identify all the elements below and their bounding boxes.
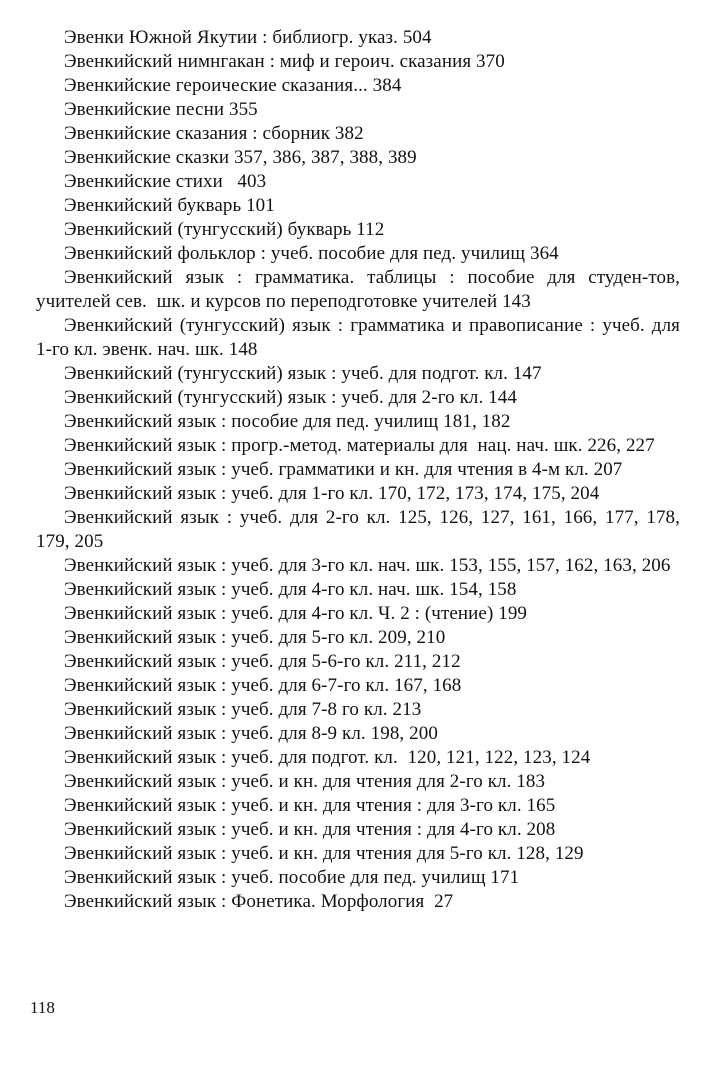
index-entry: Эвенкийский язык : учеб. для подгот. кл. 120, 121, 122, 123, 124 bbox=[64, 747, 591, 768]
index-entry: Эвенкийские сказания : сборник 382 bbox=[64, 123, 364, 144]
index-entry: Эвенкийский (тунгусский) букварь 112 bbox=[64, 219, 385, 240]
index-entry: Эвенки Южной Якутии : библиогр. указ. 504 bbox=[64, 27, 432, 48]
index-entry: Эвенкийский букварь 101 bbox=[64, 195, 275, 216]
index-entry: Эвенкийский язык : учеб. для 8-9 кл. 198, 200 bbox=[64, 723, 438, 744]
index-entry: Эвенкийский язык : учеб. и кн. для чтения : для 3-го кл. 165 bbox=[64, 795, 556, 816]
index-entry: Эвенкийский язык : учеб. для 6-7-го кл. 167, 168 bbox=[64, 675, 462, 696]
index-entry: Эвенкийский язык : учеб. для 4-го кл. Ч. 2 : (чтение) 199 bbox=[64, 603, 528, 624]
index-entry: Эвенкийский язык : учеб. и кн. для чтения : для 4-го кл. 208 bbox=[64, 819, 556, 840]
index-entry: Эвенкийские стихи 403 bbox=[64, 171, 267, 192]
page-number: 118 bbox=[30, 998, 55, 1017]
index-entry: Эвенкийский (тунгусский) язык : учеб. для подгот. кл. 147 bbox=[64, 363, 542, 384]
index-entry: Эвенкийский фольклор : учеб. пособие для пед. училищ 364 bbox=[64, 243, 559, 264]
index-entry: Эвенкийский язык : Фонетика. Морфология 27 bbox=[64, 891, 454, 912]
index-entry: Эвенкийский язык : прогр.-метод. материалы для нац. нач. шк. 226, 227 bbox=[64, 435, 655, 456]
index-entry: Эвенкийские сказки 357, 386, 387, 388, 389 bbox=[64, 147, 417, 168]
index-entry: Эвенкийский язык : учеб. для 5-го кл. 209, 210 bbox=[64, 627, 446, 648]
index-entry: Эвенкийский язык : грамматика. таблицы : пособие для студен-тов, учителей сев. шк. и курсов по переподготовке учителей 143 bbox=[36, 267, 680, 312]
index-entry: Эвенкийский язык : учеб. и кн. для чтения для 2-го кл. 183 bbox=[64, 771, 546, 792]
index-entry: Эвенкийский язык : учеб. для 7-8 го кл. 213 bbox=[64, 699, 422, 720]
index-entry: Эвенкийские героические сказания... 384 bbox=[64, 75, 402, 96]
index-entry: Эвенкийский язык : пособие для пед. училищ 181, 182 bbox=[64, 411, 511, 432]
index-entry: Эвенкийский язык : учеб. грамматики и кн. для чтения в 4-м кл. 207 bbox=[64, 459, 623, 480]
index-entries bbox=[36, 26, 680, 914]
index-entry: Эвенкийский (тунгусский) язык : грамматика и правописание : учеб. для 1-го кл. эвенк. нач. шк. 148 bbox=[36, 315, 680, 360]
index-entry: Эвенкийский язык : учеб. и кн. для чтения для 5-го кл. 128, 129 bbox=[64, 843, 584, 864]
index-entry: Эвенкийский язык : учеб. для 3-го кл. нач. шк. 153, 155, 157, 162, 163, 206 bbox=[64, 555, 671, 576]
index-entry: Эвенкийский язык : учеб. пособие для пед. училищ 171 bbox=[64, 867, 520, 888]
index-entry: Эвенкийские песни 355 bbox=[64, 99, 258, 120]
index-entry: Эвенкийский язык : учеб. для 5-6-го кл. 211, 212 bbox=[64, 651, 461, 672]
index-entry: Эвенкийский нимнгакан : миф и героич. сказания 370 bbox=[64, 51, 505, 72]
index-entry: Эвенкийский (тунгусский) язык : учеб. для 2-го кл. 144 bbox=[64, 387, 517, 408]
index-entry: Эвенкийский язык : учеб. для 1-го кл. 170, 172, 173, 174, 175, 204 bbox=[64, 483, 600, 504]
index-entry: Эвенкийский язык : учеб. для 4-го кл. нач. шк. 154, 158 bbox=[64, 579, 517, 600]
index-entry: Эвенкийский язык : учеб. для 2-го кл. 125, 126, 127, 161, 166, 177, 178, 179, 205 bbox=[36, 507, 680, 552]
